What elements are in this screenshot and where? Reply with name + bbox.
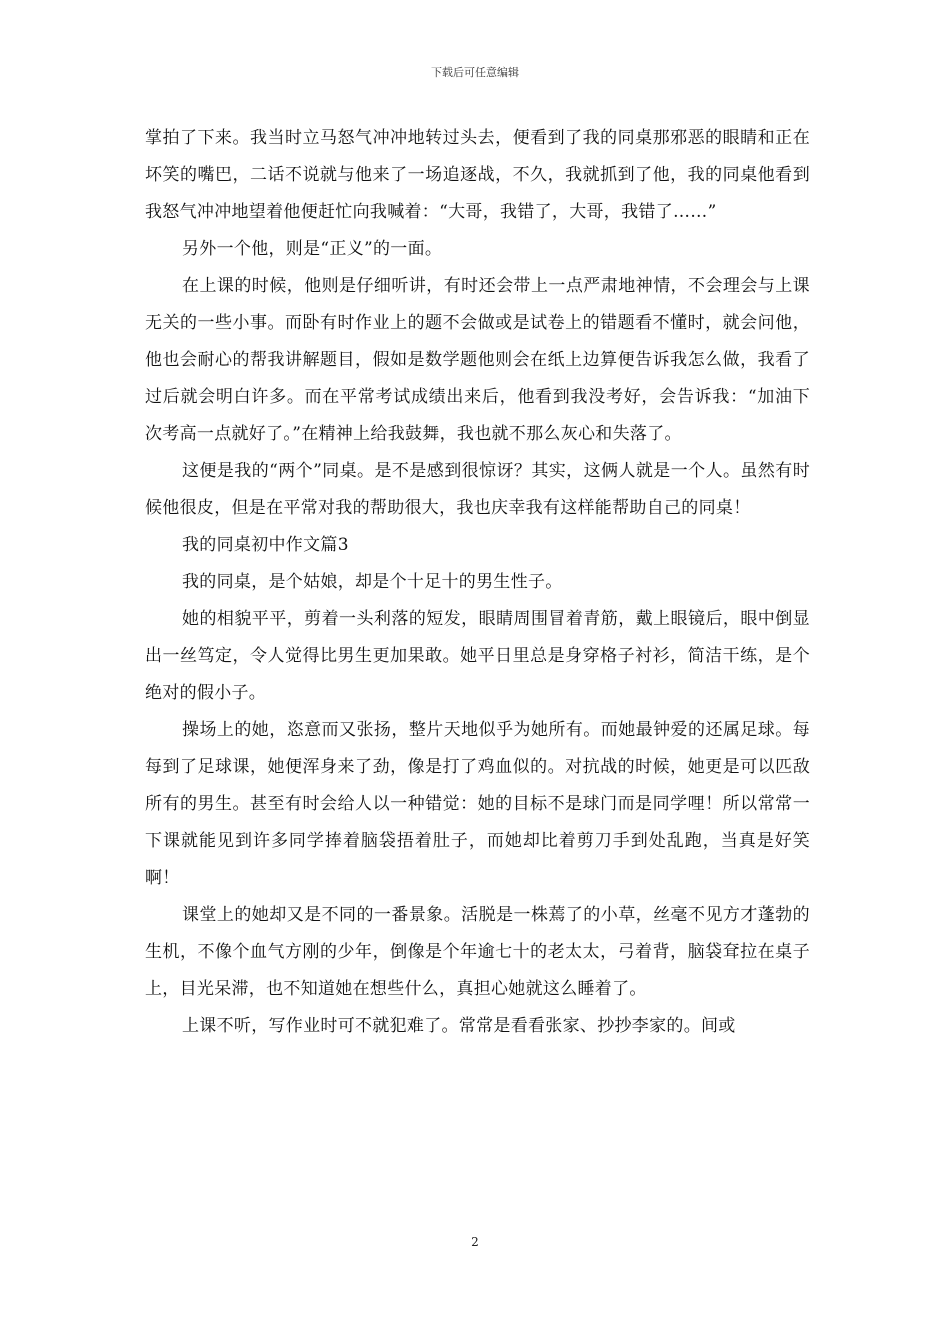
paragraph-10: 上课不听，写作业时可不就犯难了。常常是看看张家、抄抄李家的。间或	[182, 1016, 736, 1036]
section-heading: 我的同桌初中作文篇3	[182, 535, 349, 555]
page-header: 下载后可任意编辑	[431, 66, 519, 79]
paragraph-9: 课堂上的她却又是不同的一番景象。活脱是一株蔫了的小草，丝毫不见方才蓬勃的生机，不像个血气方刚的少年，倒像是个年逾七十的老太太，弓着背，脑袋耷拉在桌子上，目光呆滞，也不知道她在想些什么，真担心她就这么睡着了。	[145, 905, 810, 999]
paragraph-7: 她的相貌平平，剪着一头利落的短发，眼睛周围冒着青筋，戴上眼镜后，眼中倒显出一丝笃定，令人觉得比男生更加果敢。她平日里总是身穿格子衬衫，简洁干练，是个绝对的假小子。	[145, 609, 810, 703]
paragraph-1: 掌拍了下来。我当时立马怒气冲冲地转过头去，便看到了我的同桌那邪恶的眼睛和正在坏笑的嘴巴，二话不说就与他来了一场追逐战，不久，我就抓到了他，我的同桌他看到我怒气冲冲地望着他便赶忙向我喊着：“大哥，我错了，大哥，我错了……”	[145, 128, 810, 222]
paragraph-4: 这便是我的“两个”同桌。是不是感到很惊讶？其实，这俩人就是一个人。虽然有时候他很皮，但是在平常对我的帮助很大，我也庆幸我有这样能帮助自己的同桌！	[145, 461, 810, 518]
page-number: 2	[471, 1235, 479, 1249]
document-body	[145, 120, 810, 1045]
paragraph-8: 操场上的她，恣意而又张扬，整片天地似乎为她所有。而她最钟爱的还属足球。每每到了足球课，她便浑身来了劲，像是打了鸡血似的。对抗战的时候，她更是可以匹敌所有的男生。甚至有时会给人以一种错觉：她的目标不是球门而是同学哩！所以常常一下课就能见到许多同学捧着脑袋捂着肚子，而她却比着剪刀手到处乱跑，当真是好笑啊！	[145, 720, 810, 888]
paragraph-6: 我的同桌，是个姑娘，却是个十足十的男生性子。	[182, 572, 563, 592]
paragraph-3: 在上课的时候，他则是仔细听讲，有时还会带上一点严肃地神情，不会理会与上课无关的一些小事。而卧有时作业上的题不会做或是试卷上的错题看不懂时，就会问他，他也会耐心的帮我讲解题目，假如是数学题他则会在纸上边算便告诉我怎么做，我看了过后就会明白许多。而在平常考试成绩出来后，他看到我没考好，会告诉我：“加油下次考高一点就好了。”在精神上给我鼓舞，我也就不那么灰心和失落了。	[145, 276, 810, 444]
paragraph-2: 另外一个他，则是“正义”的一面。	[182, 239, 443, 259]
